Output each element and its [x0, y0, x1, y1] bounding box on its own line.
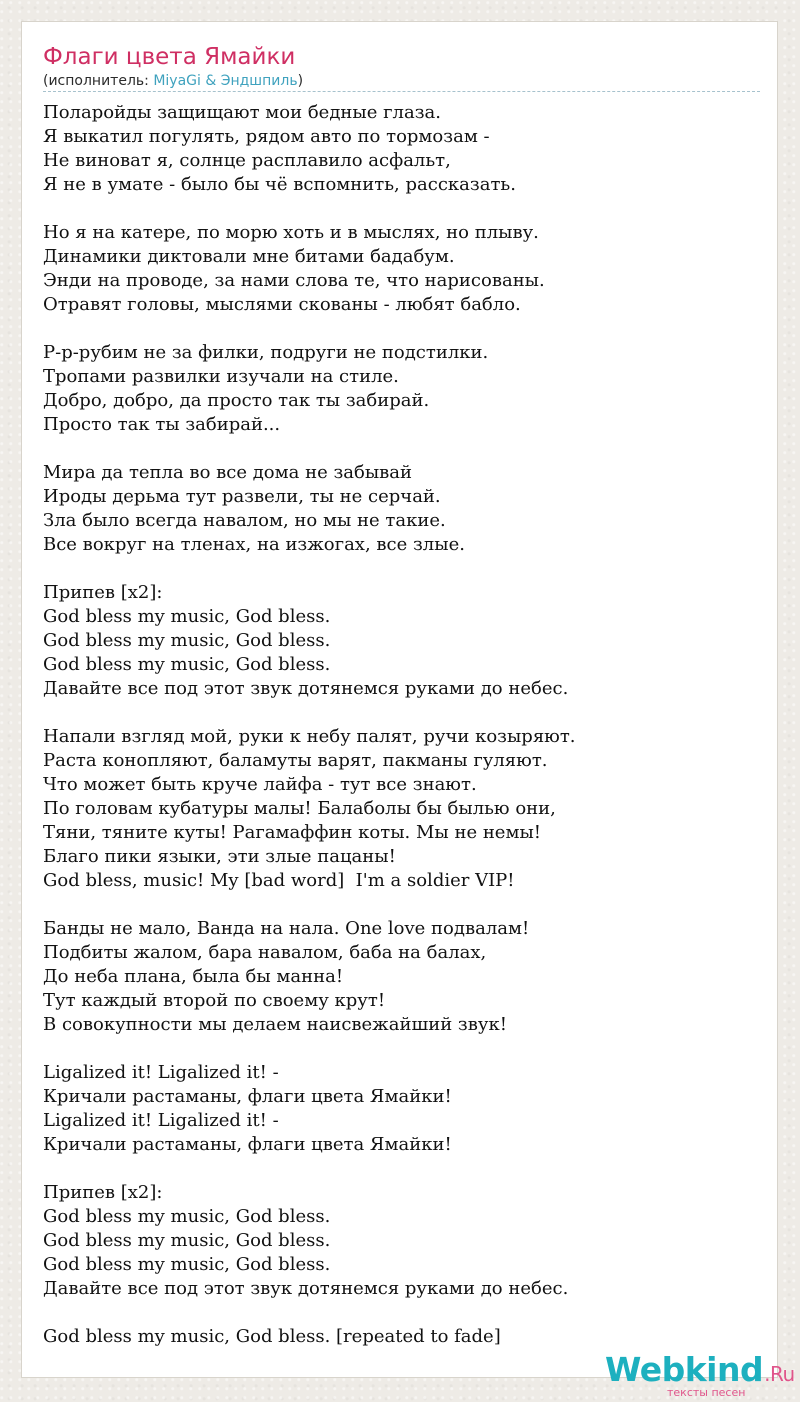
lyric-line: Энди на проводе, за нами слова те, что нарисованы.: [43, 270, 545, 291]
verse: [43, 1061, 763, 1157]
artist-line: [43, 72, 760, 92]
lyric-line: God bless my music, God bless.: [43, 1230, 331, 1251]
lyric-line: God bless my music, God bless.: [43, 1254, 331, 1275]
lyric-line: Но я на катере, по морю хоть и в мыслях, но плыву.: [43, 222, 539, 243]
lyric-line: Просто так ты забирай...: [43, 414, 281, 435]
lyric-line: Ligalized it! Ligalized it! -: [43, 1062, 279, 1083]
verse: [43, 1181, 763, 1301]
lyric-line: Я не в умате - было бы чё вспомнить, рассказать.: [43, 174, 516, 195]
lyrics-card: [21, 21, 795, 1399]
lyric-line: Благо пики языки, эти злые пацаны!: [43, 846, 396, 867]
lyric-line: В совокупности мы делаем наисвежайший звук!: [43, 1014, 507, 1035]
logo-tagline: тексты песен: [667, 1386, 746, 1399]
lyric-line: Зла было всегда навалом, но мы не такие.: [43, 510, 446, 531]
lyric-line: Давайте все под этот звук дотянемся руками до небес.: [43, 1278, 569, 1299]
lyric-line: Раста конопляют, баламуты варят, пакманы гуляют.: [43, 750, 548, 771]
lyric-line: Отравят головы, мыслями скованы - любят бабло.: [43, 294, 521, 315]
webkind-logo[interactable]: [605, 1352, 800, 1402]
verse: [43, 1325, 763, 1349]
lyric-line: Банды не мало, Ванда на нала. One love подвалам!: [43, 918, 530, 939]
verse: [43, 341, 763, 437]
lyric-line: Ligalized it! Ligalized it! -: [43, 1110, 279, 1131]
lyric-line: Давайте все под этот звук дотянемся руками до небес.: [43, 678, 569, 699]
lyric-line: Добро, добро, да просто так ты забирай.: [43, 390, 430, 411]
verse: [43, 725, 763, 893]
verse: [43, 581, 763, 701]
lyric-line: Тропами развилки изучали на стиле.: [43, 366, 399, 387]
lyric-line: Р-р-рубим не за филки, подруги не подстилки.: [43, 342, 489, 363]
lyric-line: Все вокруг на тленах, на изжогах, все злые.: [43, 534, 465, 555]
verse: [43, 461, 763, 557]
lyrics-body: [43, 101, 763, 1373]
lyric-line: Кричали растаманы, флаги цвета Ямайки!: [43, 1134, 452, 1155]
lyric-line: God bless, music! My [bad word] I'm a soldier VIP!: [43, 870, 515, 891]
lyric-line: Ироды дерьма тут развели, ты не серчай.: [43, 486, 441, 507]
lyric-line: Подбиты жалом, бара навалом, баба на балах,: [43, 942, 487, 963]
verse: [43, 101, 763, 197]
lyric-line: God bless my music, God bless.: [43, 1206, 331, 1227]
logo-tld: .Ru: [764, 1362, 795, 1386]
lyric-line: Динамики диктовали мне битами бадабум.: [43, 246, 455, 267]
lyric-line: Напали взгляд мой, руки к небу палят, ручи козыряют.: [43, 726, 576, 747]
artist-link[interactable]: MiyaGi & Эндшпиль: [153, 73, 298, 89]
artist-suffix: ): [297, 73, 304, 89]
lyric-line: Тут каждый второй по своему крут!: [43, 990, 386, 1011]
lyric-line: God bless my music, God bless. [repeated to fade]: [43, 1326, 501, 1347]
lyric-line: По головам кубатуры малы! Балаболы бы былью они,: [43, 798, 556, 819]
lyric-line: God bless my music, God bless.: [43, 654, 331, 675]
lyric-line: Я выкатил погулять, рядом авто по тормозам -: [43, 126, 490, 147]
lyric-line: God bless my music, God bless.: [43, 606, 331, 627]
artist-prefix: (исполнитель:: [43, 73, 154, 89]
verse: [43, 221, 763, 317]
lyric-line: Кричали растаманы, флаги цвета Ямайки!: [43, 1086, 452, 1107]
lyric-line: Не виноват я, солнце расплавило асфальт,: [43, 150, 451, 171]
lyric-line: Припев [x2]:: [43, 1182, 163, 1203]
lyric-line: Припев [x2]:: [43, 582, 163, 603]
lyric-line: Тяни, тяните куты! Рагамаффин коты. Мы не немы!: [43, 822, 542, 843]
lyric-line: Что может быть круче лайфа - тут все знают.: [43, 774, 477, 795]
logo-main-text: Webkind: [605, 1350, 764, 1389]
lyric-line: До неба плана, была бы манна!: [43, 966, 344, 987]
lyric-line: Мира да тепла во все дома не забывай: [43, 462, 413, 483]
lyric-line: Поларойды защищают мои бедные глаза.: [43, 102, 441, 123]
song-title: Флаги цвета Ямайки: [43, 44, 296, 70]
verse: [43, 917, 763, 1037]
lyric-line: God bless my music, God bless.: [43, 630, 331, 651]
